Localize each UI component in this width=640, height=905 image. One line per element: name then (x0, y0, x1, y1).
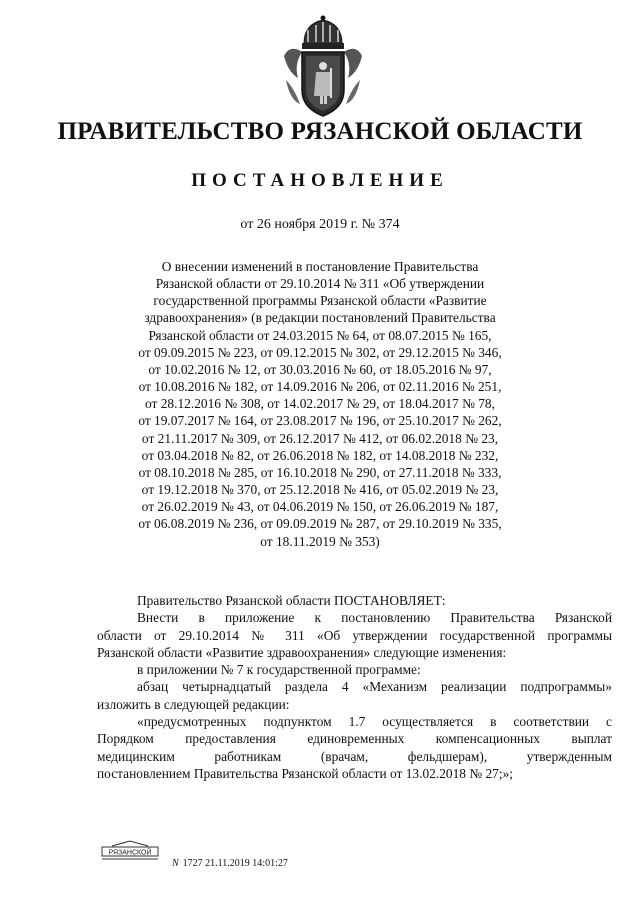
coat-of-arms-icon (280, 14, 366, 122)
registration-prefix: N (172, 858, 179, 869)
subject-line: от 03.04.2018 № 82, от 26.06.2018 № 182, от 14.08.2018 № 232, (141, 447, 499, 463)
body-line: Порядком предоставления единовременных компенсационных выплат (97, 731, 612, 747)
document-type: ПОСТАНОВЛЕНИЕ (191, 170, 449, 191)
body-line: медицинским работникам (врачам, фельдшерам), утвержденным (97, 748, 612, 764)
registration-number: 1727 21.11.2019 14:01:27 (182, 858, 288, 869)
body-line: «предусмотренных подпунктом 1.7 осуществляется в соответствии с (137, 714, 612, 730)
body-line: области от 29.10.2014 № 311 «Об утверждении государственной программы (97, 627, 612, 643)
subject-line: здравоохранения» (в редакции постановлений Правительства (144, 310, 496, 326)
printing-house-stamp (100, 840, 160, 862)
subject-line: от 10.08.2016 № 182, от 14.09.2016 № 206, от 02.11.2016 № 251, (138, 379, 502, 395)
registration-mark (172, 858, 288, 869)
government-title: ПРАВИТЕЛЬСТВО РЯЗАНСКОЙ ОБЛАСТИ (57, 118, 583, 145)
decree-line: Правительство Рязанской области ПОСТАНОВЛЯЕТ: (137, 593, 446, 608)
subject-line: государственной программы Рязанской области «Развитие (153, 293, 487, 309)
subject-line: от 19.12.2018 № 370, от 25.12.2018 № 416, от 05.02.2019 № 23, (141, 482, 499, 498)
subject-line: от 19.07.2017 № 164, от 23.08.2017 № 196, от 25.10.2017 № 262, (138, 413, 502, 429)
subject-line: от 21.11.2017 № 309, от 26.12.2017 № 412, от 06.02.2018 № 23, (141, 430, 499, 446)
body-line: в приложении № 7 к государственной программе: (137, 662, 421, 678)
subject-line: Рязанской области от 24.03.2015 № 64, от 08.07.2015 № 165, (148, 327, 492, 343)
subject-line: от 26.02.2019 № 43, от 04.06.2019 № 150, от 26.06.2019 № 187, (141, 499, 499, 515)
subject-line: О внесении изменений в постановление Правительства (161, 259, 479, 274)
document-subject (90, 258, 550, 550)
subject-line: от 10.02.2016 № 12, от 30.03.2016 № 60, от 18.05.2016 № 97, (148, 361, 492, 377)
subject-line: от 08.10.2018 № 285, от 16.10.2018 № 290, от 27.11.2018 № 333, (138, 464, 502, 480)
body-line: изложить в следующей редакции: (97, 696, 290, 712)
document-body (97, 592, 612, 782)
subject-line: от 06.08.2019 № 236, от 09.09.2019 № 287, от 29.10.2019 № 335, (138, 516, 502, 532)
document-date: от 26 ноября 2019 г. № 374 (240, 217, 400, 232)
body-line: абзац четырнадцатый раздела 4 «Механизм реализации подпрограммы» (137, 679, 612, 695)
subject-line: от 18.11.2019 № 353) (260, 533, 380, 549)
stamp-label: РЯЗАНСКОЙ (108, 849, 152, 857)
body-line: постановлением Правительства Рязанской области от 13.02.2018 № 27;»; (97, 765, 513, 781)
body-line: Внести в приложение к постановлению Правительства Рязанской (137, 610, 612, 626)
subject-line: от 28.12.2016 № 308, от 14.02.2017 № 29, от 18.04.2017 № 78, (145, 396, 495, 412)
body-line: Рязанской области «Развитие здравоохранения» следующие изменения: (97, 644, 507, 660)
subject-line: от 09.09.2015 № 223, от 09.12.2015 № 302, от 29.12.2015 № 346, (138, 344, 502, 360)
subject-line: Рязанской области от 29.10.2014 № 311 «Об утверждении (155, 276, 485, 292)
